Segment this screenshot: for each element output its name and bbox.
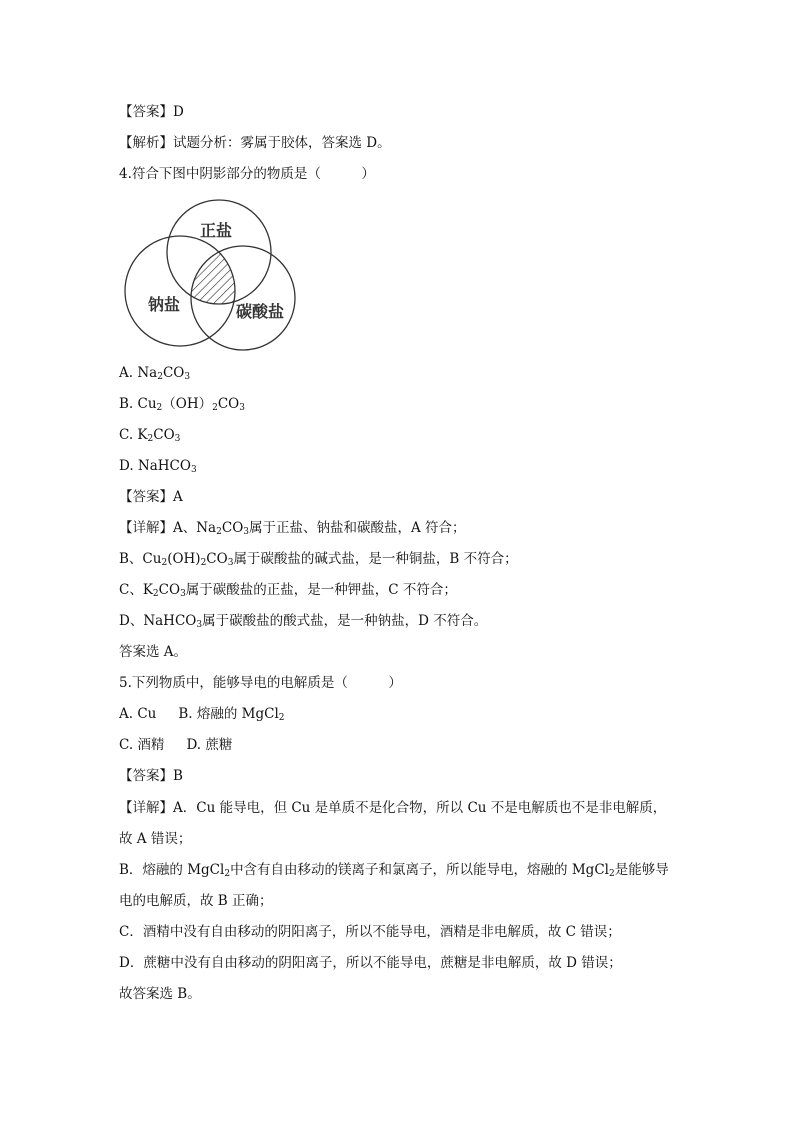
q4-option-b: B. $Cu_2(OH)_2CO_3$ xyxy=(119,396,245,413)
q4-stem: 4.符合下图中阴影部分的物质是（ ） xyxy=(119,166,375,182)
q4-conclusion: 答案选 A。 xyxy=(119,644,188,660)
q5-option-b: B. 熔融的 MgCl$_2$ xyxy=(178,706,285,723)
q3-analysis: 【解析】试题分析：雾属于胶体，答案选 D。 xyxy=(119,135,391,151)
q5-detail-a: 【详解】A．Cu 能导电，但 Cu 是单质不是化合物，所以 Cu 不是电解质也不是非电解质，故 A 错误； xyxy=(119,800,667,847)
q4-option-c: C. $K_2CO_3$ xyxy=(119,427,181,444)
q5-option-a: A. Cu xyxy=(119,706,157,722)
q4-detail-a: 【详解】A、$Na_2CO_3$属于正盐、钠盐和碳酸盐，A 符合； xyxy=(119,520,466,537)
q5-conclusion: 故答案选 B。 xyxy=(119,986,201,1002)
q5-answer: 【答案】B xyxy=(119,768,183,784)
q5-options-cd xyxy=(119,735,232,755)
q4-detail-d: D、NaHCO$_3$属于碳酸盐的酸式盐，是一种钠盐，D 不符合。 xyxy=(119,613,488,630)
q5-detail-b: B．熔融的 MgCl$_2$中含有自由移动的镁离子和氯离子，所以能导电，熔融的 MgCl$_2$是能够导电的电解质，故 B 正确； xyxy=(119,862,669,909)
venn-label-top: 正盐 xyxy=(200,221,233,240)
q4-detail-b: B、$Cu_2(OH)_2CO_3$属于碳酸盐的碱式盐，是一种铜盐，B 不符合； xyxy=(119,551,518,568)
q5-detail-d: D．蔗糖中没有自由移动的阴阳离子，所以不能导电，蔗糖是非电解质，故 D 错误； xyxy=(119,955,622,971)
q4-option-d: D. NaHCO$_3$ xyxy=(119,458,197,475)
q5-options-ab xyxy=(119,704,285,724)
q5-option-c: C. 酒精 xyxy=(119,737,165,753)
q4-option-a: A. $Na_2CO_3$ xyxy=(119,365,191,382)
venn-diagram xyxy=(118,195,303,355)
q5-stem: 5.下列物质中，能够导电的电解质是（ ） xyxy=(119,675,402,691)
q4-answer: 【答案】A xyxy=(119,489,183,505)
q5-option-d: D. 蔗糖 xyxy=(186,737,233,753)
q5-detail-c: C．酒精中没有自由移动的阴阳离子，所以不能导电，酒精是非电解质，故 C 错误； xyxy=(119,924,621,940)
q4-detail-c: C、$K_2CO_3$属于碳酸盐的正盐，是一种钾盐，C 不符合； xyxy=(119,582,457,599)
q3-answer: 【答案】D xyxy=(119,104,184,120)
venn-label-right: 碳酸盐 xyxy=(236,302,285,321)
venn-label-left: 钠盐 xyxy=(148,295,181,314)
